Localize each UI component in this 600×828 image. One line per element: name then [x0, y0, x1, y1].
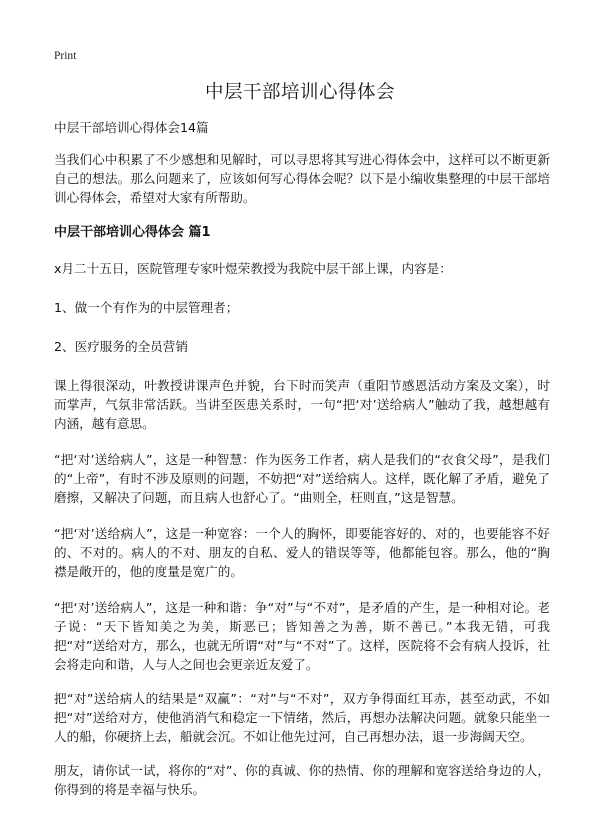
body-paragraph-2: 课上得很深动，叶教授讲课声色并貌，台下时而笑声（重阳节感恩活动方案及文案），时而掌声，气氛非常活跃。当讲至医患关系时，一句“把‘对’送给病人”触动了我，越想越有内涵，越有意思。: [54, 378, 550, 431]
body-paragraph-3: “把‘对’送给病人”，这是一种智慧：作为医务工作者，病人是我们的“衣食父母”，是我们的“上帝”，有时不涉及原则的问题，不妨把“对”送给病人。这样，既化解了矛盾，避免了磨擦，又解决了问题，而且病人也舒心了。“曲则全，枉则直，”这是智慧。: [54, 452, 550, 505]
intro-paragraph: 当我们心中积累了不少感想和见解时，可以寻思将其写进心得体会中，这样可以不断更新自己的想法。那么问题来了，应该如何写心得体会呢？以下是小编收集整理的中层干部培训心得体会，希望对大家有所帮助。: [54, 152, 550, 205]
page-title: 中层干部培训心得体会: [204, 82, 395, 103]
body-paragraph-6: 把“对”送给病人的结果是“双赢”：“对”与“不对”，双方争得面红耳赤，甚至动武，不如把“对”送给对方，使他消消气和稳定一下情绪，然后，再想办法解决问题。就象只能坐一人的船，你硬挤上去，船就会沉。不如让他先过河，自己再想办法，退一步海阔天空。: [54, 691, 550, 744]
body-paragraph-4: “把‘对’送给病人”，这是一种宽容：一个人的胸怀，即要能容好的、对的，也要能容不好的、不对的。病人的不对、朋友的自私、爱人的错误等等，他都能包容。那么，他的“胸襟是敞开的，他的度量是宽广的。: [54, 526, 550, 579]
body-paragraph-1: x月二十五日，医院管理专家叶煜荣教授为我院中层干部上课，内容是：: [54, 261, 452, 276]
list-item-1: 1、做一个有作为的中层管理者；: [54, 300, 239, 315]
print-link[interactable]: Print: [54, 50, 77, 62]
body-paragraph-5: “把‘对’送给病人”，这是一种和谐：争“对”与“不对”，是矛盾的产生，是一种相对论。老子说：“天下皆知美之为美，斯恶已；皆知善之为善，斯不善已。”本我无错，可我把“对”送给对方，那么，也就无所谓“对”与“不对”了。这样，医院将不会有病人投诉，社会将走向和谐，人与人之间也会更亲近友爱了。: [54, 600, 550, 672]
list-item-2: 2、医疗服务的全员营销: [54, 339, 188, 354]
document-body: [54, 118, 550, 816]
section-heading: 中层干部培训心得体会 篇1: [54, 225, 211, 240]
document-subtitle: 中层干部培训心得体会14篇: [54, 120, 209, 135]
body-paragraph-7: 朋友，请你试一试，将你的“对”、你的真诚、你的热情、你的理解和宽容送给身边的人，你得到的将是幸福与快乐。: [54, 763, 550, 797]
